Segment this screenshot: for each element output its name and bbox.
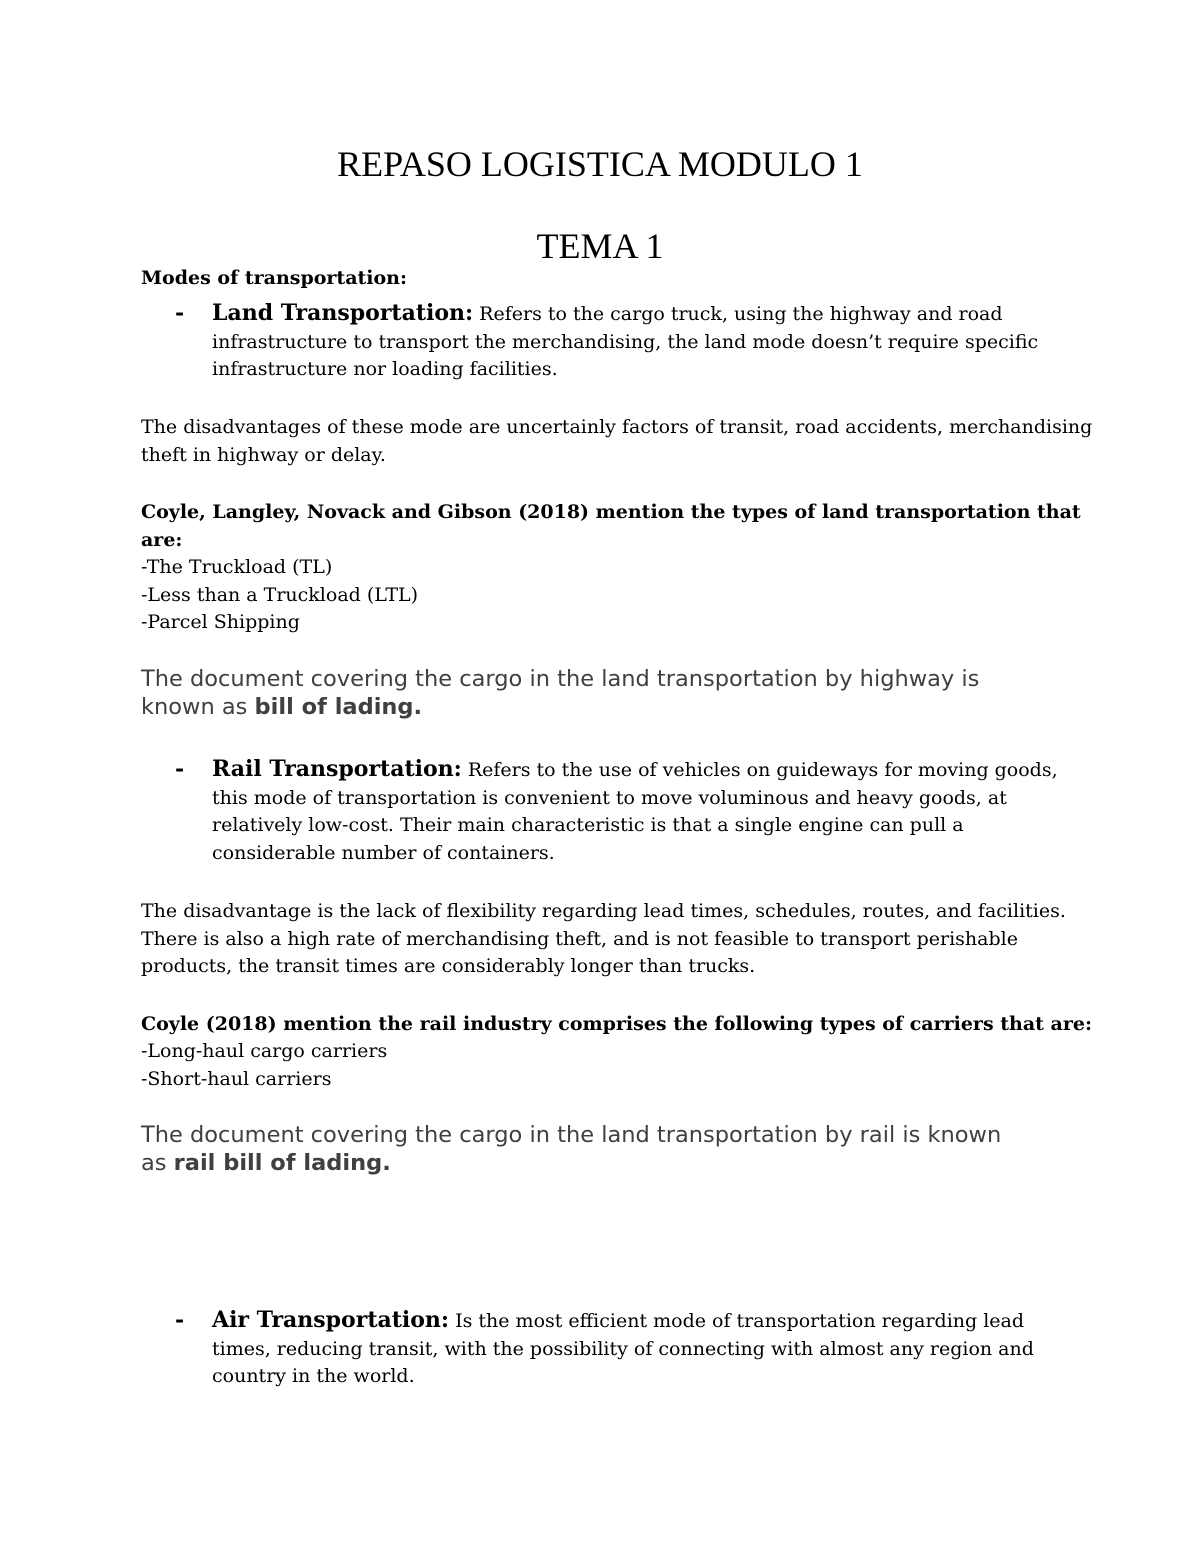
bullet-dash: - [175, 300, 185, 326]
rail-dis-line-3: products, the transit times are considerably longer than trucks. [141, 955, 756, 977]
bullet-air-transportation [141, 1307, 1051, 1391]
bullet-body [212, 300, 1062, 384]
rail-line-3: relatively low-cost. Their main characteristic is that a single engine can pull a [212, 814, 964, 836]
modes-heading: Modes of transportation: [141, 267, 408, 289]
rail-line-4: considerable number of containers. [212, 841, 555, 864]
coyle-land-line-2: are: [141, 528, 183, 551]
land-line-3: infrastructure nor loading facilities. [212, 358, 558, 380]
rail-dis-line-2: There is also a high rate of merchandising theft, and is not feasible to transport perishable [141, 927, 1018, 950]
land-dis-line-1: The disadvantages of these mode are uncertainly factors of transit, road accidents, merchandising [141, 416, 1093, 438]
list-item: -The Truckload (TL) [141, 556, 333, 578]
bullet-first-line [212, 1307, 1062, 1336]
bullet-body [212, 756, 1062, 867]
bullet-first-line [212, 756, 1062, 785]
bol-note-line-2 [141, 694, 1081, 722]
coyle-land-line-1: Coyle, Langley, Novack and Gibson (2018) mention the types of land transportation that [141, 501, 1081, 523]
land-line-1: Refers to the cargo truck, using the highway and road [473, 303, 1003, 325]
rail-transportation-term: Rail Transportation: [212, 756, 462, 782]
bol-note-bold: bill of lading. [254, 693, 423, 720]
air-line-1: Is the most efficient mode of transportation regarding lead [449, 1310, 1025, 1332]
bullet-body [212, 1307, 1062, 1391]
bol-note-line-1: The document covering the cargo in the land transportation by highway is [141, 666, 980, 692]
rail-types-list [141, 1038, 1071, 1093]
bol-note-prefix: known as [141, 693, 255, 720]
list-item: -Less than a Truckload (LTL) [141, 583, 419, 606]
land-transportation-term: Land Transportation: [212, 300, 474, 326]
coyle-land-heading [141, 499, 1081, 554]
rail-bill-of-lading-note [141, 1122, 1081, 1177]
bullet-land-transportation [141, 300, 1051, 384]
coyle-rail-heading [141, 1011, 1092, 1039]
coyle-rail-line: Coyle (2018) mention the rail industry comprises the following types of carriers that are: [141, 1013, 1092, 1035]
air-transportation-term: Air Transportation: [212, 1307, 450, 1333]
page-title: REPASO LOGISTICA MODULO 1 [337, 144, 863, 184]
page-subtitle: TEMA 1 [536, 226, 664, 266]
bill-of-lading-note [141, 666, 1081, 721]
rbol-note-bold: rail bill of lading. [173, 1149, 391, 1176]
rbol-note-line-2 [141, 1150, 1081, 1178]
bullet-dash: - [175, 756, 185, 782]
land-types-list [141, 554, 1071, 637]
list-item: -Short-haul carriers [141, 1067, 332, 1090]
list-item: -Long-haul cargo carriers [141, 1040, 388, 1062]
bullet-first-line [212, 300, 1062, 329]
land-line-2: infrastructure to transport the merchandising, the land mode doesn’t require specific [212, 330, 1039, 353]
rail-line-1: Refers to the use of vehicles on guideways for moving goods, [461, 759, 1058, 781]
rbol-note-line-1: The document covering the cargo in the land transportation by rail is known [141, 1122, 1002, 1148]
rail-line-2: this mode of transportation is convenient to move voluminous and heavy goods, at [212, 786, 1007, 809]
rail-disadvantages-paragraph [141, 898, 1071, 981]
list-item: -Parcel Shipping [141, 611, 300, 633]
land-dis-line-2: theft in highway or delay. [141, 443, 386, 466]
land-disadvantages-paragraph [141, 414, 1093, 469]
bullet-dash: - [175, 1307, 185, 1333]
rail-dis-line-1: The disadvantage is the lack of flexibility regarding lead times, schedules, routes, and facilities. [141, 900, 1066, 922]
air-line-2: times, reducing transit, with the possibility of connecting with almost any region and [212, 1337, 1034, 1360]
bullet-rail-transportation [141, 756, 1058, 867]
rbol-note-prefix: as [141, 1149, 174, 1176]
air-line-3: country in the world. [212, 1365, 415, 1387]
